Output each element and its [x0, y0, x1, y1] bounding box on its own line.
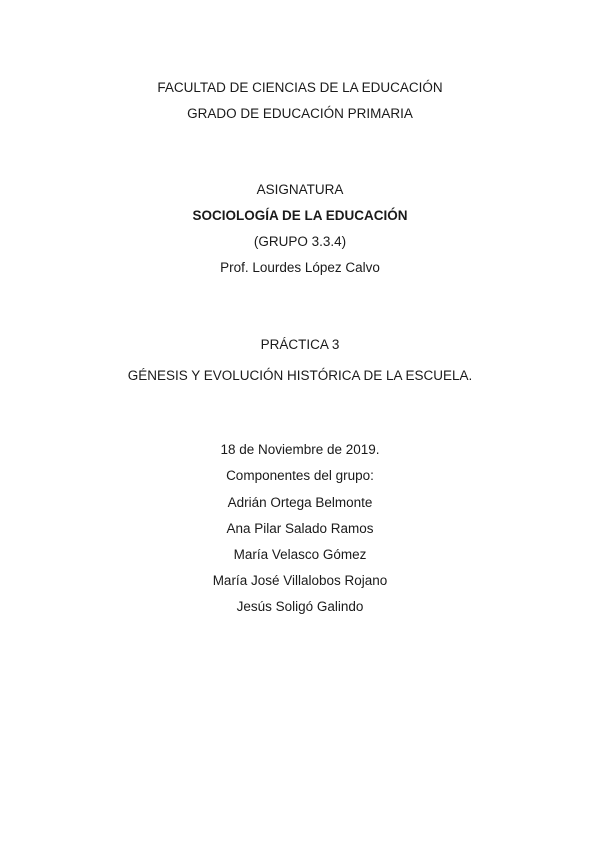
practice-number: PRÁCTICA 3	[260, 337, 340, 352]
professor-name: Prof. Lourdes López Calvo	[220, 260, 380, 275]
member-name: Jesús Soligó Galindo	[236, 599, 364, 614]
subject-label: ASIGNATURA	[256, 182, 344, 197]
submission-date: 18 de Noviembre de 2019.	[220, 442, 380, 457]
subject-name: SOCIOLOGÍA DE LA EDUCACIÓN	[192, 208, 408, 223]
members-label: Componentes del grupo:	[226, 468, 374, 483]
faculty-heading: FACULTAD DE CIENCIAS DE LA EDUCACIÓN	[157, 80, 443, 95]
practice-title: GÉNESIS Y EVOLUCIÓN HISTÓRICA DE LA ESCUELA.	[127, 368, 473, 383]
degree-heading: GRADO DE EDUCACIÓN PRIMARIA	[187, 106, 413, 121]
member-name: Ana Pilar Salado Ramos	[226, 521, 374, 536]
subject-group: (GRUPO 3.3.4)	[253, 234, 347, 249]
member-name: María Velasco Gómez	[233, 547, 367, 562]
member-name: María José Villalobos Rojano	[212, 573, 388, 588]
member-name: Adrián Ortega Belmonte	[227, 495, 373, 510]
